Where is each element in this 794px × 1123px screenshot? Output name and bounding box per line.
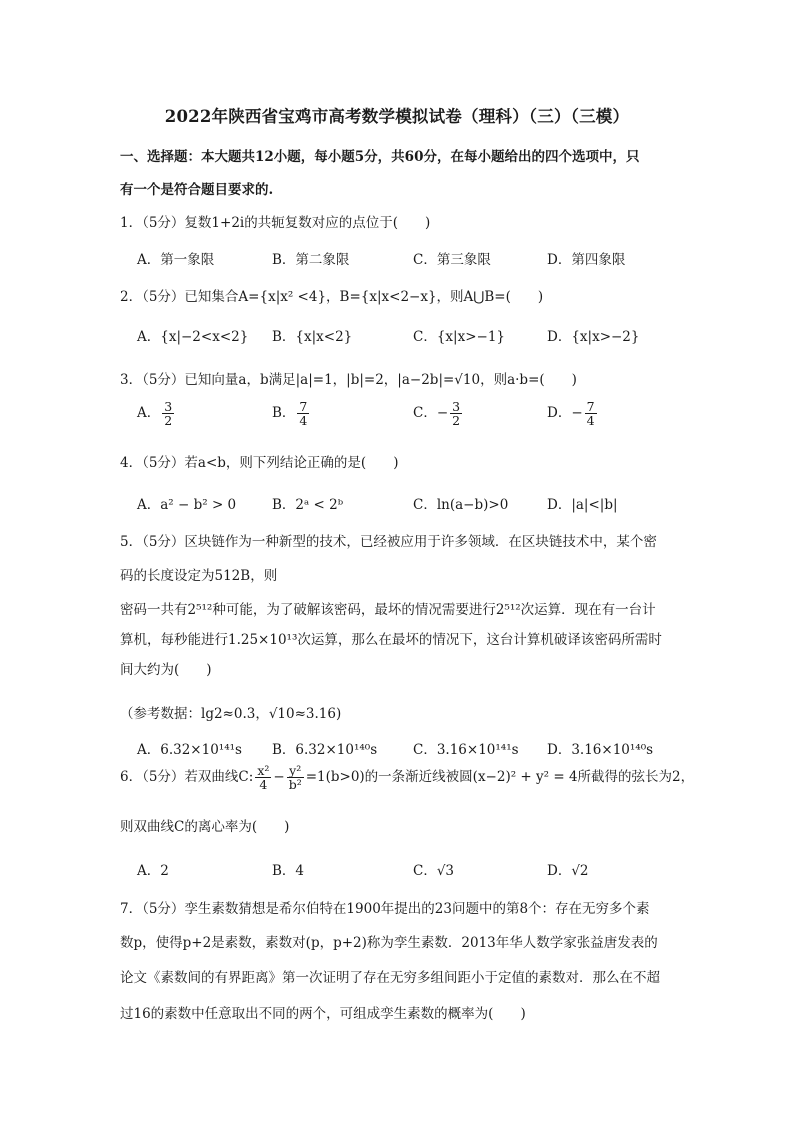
- question-7-line1: 7．（5分）孪生素数猜想是希尔伯特在1900年提出的23问题中的第8个：存在无穷多个素: [120, 901, 650, 917]
- fraction-numerator: 7: [299, 399, 308, 414]
- fraction-denominator: b²: [288, 777, 302, 793]
- question-5-line2: 码的长度设定为512B，则: [120, 568, 278, 584]
- question-1-option-a: A．第一象限: [137, 252, 215, 268]
- question-2-option-b: B．{x|x<2}: [272, 329, 353, 345]
- option-prefix: C．: [413, 405, 437, 422]
- section-heading-line1: 一、选择题：本大题共12小题，每小题5分，共60分，在每小题给出的四个选项中，只: [120, 149, 640, 165]
- question-6-line2: 则双曲线C的离心率为( ): [120, 819, 290, 835]
- minus-sign: −: [273, 769, 285, 786]
- question-4-option-b: B．2ᵃ < 2ᵇ: [272, 497, 344, 513]
- fraction: [450, 400, 462, 427]
- question-6-option-b: B．4: [272, 863, 305, 879]
- fraction-x: [255, 764, 271, 791]
- question-5-line5: 间大约为( ): [120, 662, 212, 678]
- question-3-option-d: [547, 400, 599, 427]
- fraction: [162, 400, 174, 427]
- fraction-numerator: 7: [586, 399, 595, 414]
- question-5-reference-data: （参考数据：lg2≈0.3，√10≈3.16): [120, 706, 342, 722]
- question-5-line3: 密码一共有2⁵¹²种可能，为了破解该密码，最坏的情况需要进行2⁵¹²次运算．现在有一台计: [120, 602, 656, 618]
- question-1-option-c: C．第三象限: [413, 252, 491, 268]
- question-2-option-d: D．{x|x>−2}: [547, 329, 640, 345]
- question-6-line1: [120, 764, 694, 791]
- question-7-line4: 过16的素数中任意取出不同的两个，可组成孪生素数的概率为( ): [120, 1006, 526, 1022]
- fraction: [585, 400, 597, 427]
- question-5-option-c: C．3.16×10¹⁴¹s: [413, 742, 519, 758]
- option-prefix: D．: [547, 405, 572, 422]
- question-1-option-d: D．第四象限: [547, 252, 626, 268]
- question-7-line2: 数p，使得p+2是素数，素数对(p，p+2)称为孪生素数．2013年华人数学家张益唐发表的: [120, 935, 658, 951]
- question-4-option-a: A．a² − b² > 0: [137, 497, 237, 513]
- fraction-denominator: 4: [259, 777, 268, 793]
- fraction-denominator: 2: [452, 413, 461, 429]
- question-7-line3: 论文《素数间的有界距离》第一次证明了存在无穷多组间距小于定值的素数对．那么在不超: [120, 970, 660, 986]
- question-6-lead: 6．（5分）若双曲线C:: [120, 769, 254, 786]
- question-4-option-d: D．|a|<|b|: [547, 497, 618, 513]
- fraction-denominator: 4: [586, 413, 595, 429]
- question-4-option-c: C．ln(a−b)>0: [413, 497, 509, 513]
- fraction-denominator: 4: [299, 413, 308, 429]
- question-4-stem: 4．（5分）若a<b，则下列结论正确的是( ): [120, 455, 399, 471]
- fraction: [297, 400, 309, 427]
- question-1-stem: 1．（5分）复数1+2i的共轭复数对应的点位于( ): [120, 215, 431, 231]
- question-5-line1: 5．（5分）区块链作为一种新型的技术，已经被应用于许多领域．在区块链技术中，某个密: [120, 534, 657, 550]
- section-heading-line2: 有一个是符合题目要求的.: [120, 182, 274, 198]
- option-sign: −: [571, 405, 583, 422]
- question-2-option-a: A．{x|−2<x<2}: [137, 329, 249, 345]
- question-1-option-b: B．第二象限: [272, 252, 350, 268]
- option-prefix: B．: [272, 405, 296, 422]
- option-prefix: A．: [137, 405, 161, 422]
- fraction-numerator: 3: [164, 399, 173, 414]
- page-title: 2022年陕西省宝鸡市高考数学模拟试卷（理科）（三）（三模）: [164, 107, 630, 126]
- question-3-option-c: [413, 400, 464, 427]
- question-5-option-a: A．6.32×10¹⁴¹s: [137, 742, 242, 758]
- fraction-y: [287, 764, 304, 791]
- question-5-option-d: D．3.16×10¹⁴⁰s: [547, 742, 654, 758]
- question-3-option-b: [272, 400, 311, 427]
- question-5-line4: 算机，每秒能进行1.25×10¹³次运算，那么在最坏的情况下，这台计算机破译该密码所需时: [120, 632, 662, 648]
- question-6-option-a: A．2: [137, 863, 169, 879]
- question-6-tail: =1(b>0)的一条渐近线被圆(x−2)² + y² = 4所截得的弦长为2，: [305, 769, 695, 786]
- fraction-numerator: 3: [452, 399, 461, 414]
- option-sign: −: [436, 405, 449, 422]
- question-2-option-c: C．{x|x>−1}: [413, 329, 505, 345]
- question-2-stem: 2．（5分）已知集合A={x|x² <4}，B={x|x<2−x}，则A⋃B=( ): [120, 289, 544, 305]
- question-5-option-b: B．6.32×10¹⁴⁰s: [272, 742, 378, 758]
- fraction-denominator: 2: [164, 413, 173, 429]
- question-3-stem: 3．（5分）已知向量a，b满足|a|=1，|b|=2，|a−2b|=√10，则a·b=( ): [120, 372, 577, 388]
- question-6-option-c: C．√3: [413, 863, 455, 879]
- fraction-numerator: y²: [287, 764, 304, 778]
- fraction-numerator: x²: [257, 763, 270, 778]
- question-6-option-d: D．√2: [547, 863, 589, 879]
- question-3-option-a: [137, 400, 176, 427]
